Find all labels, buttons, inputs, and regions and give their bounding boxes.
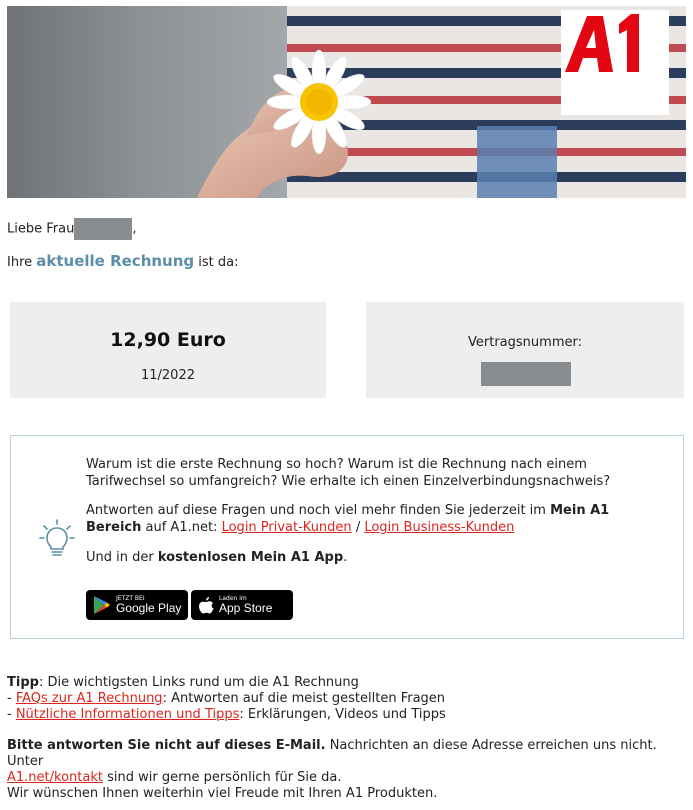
invoice-amount: 12,90 Euro [110, 329, 226, 351]
a1-logo[interactable] [561, 10, 669, 115]
tipp-item [7, 707, 446, 723]
useful-info-link[interactable]: Nützliche Informationen und Tipps [15, 707, 240, 722]
greeting-suffix: , [132, 221, 137, 237]
app-store-small: Laden im [219, 595, 247, 602]
login-business-link[interactable]: Login Business-Kunden [364, 520, 515, 535]
tipp-heading [7, 675, 446, 691]
intro-highlight: aktuelle Rechnung [36, 252, 195, 270]
redacted-name [74, 218, 132, 240]
app-line [86, 549, 666, 566]
answer-bold: Mein A1 Bereich [86, 503, 610, 535]
answer-before: Antworten auf diese Fragen und noch viel mehr finden Sie jederzeit im [86, 503, 546, 518]
google-play-icon [93, 595, 111, 615]
greeting [7, 218, 136, 240]
tipp-item [7, 691, 446, 707]
tipp-item-text: : Erklärungen, Videos und Tipps [239, 707, 446, 722]
app-store-label: App Store [219, 601, 273, 615]
app-before: Und in der [86, 550, 154, 565]
contract-card [366, 302, 684, 398]
google-play-label: Google Play [116, 601, 182, 615]
app-bold: kostenlosen Mein A1 App [157, 550, 344, 565]
faq-link[interactable]: FAQs zur A1 Rechnung [15, 691, 163, 706]
tipp-section [7, 675, 446, 723]
tipp-label: Tipp [7, 675, 39, 690]
intro-after: ist da: [198, 255, 239, 270]
notice-bold: Bitte antworten Sie nicht auf dieses E-Mail. [7, 738, 326, 753]
a1-logo-mark [561, 10, 643, 74]
intro-before: Ihre [7, 255, 33, 270]
invoice-amount-card [10, 302, 326, 398]
login-private-link[interactable]: Login Privat-Kunden [221, 520, 352, 535]
tipp-dash: - [7, 691, 16, 706]
hero-banner [7, 6, 686, 198]
answer-after: auf A1.net: [145, 520, 218, 535]
tipp-item-text: : Antworten auf die meist gestellten Fragen [162, 691, 446, 706]
redacted-contract-number [481, 362, 571, 386]
invoice-period: 11/2022 [140, 368, 195, 383]
notice-text: Nachrichten an diese Adresse erreichen uns nicht. Unter [7, 738, 657, 769]
contract-label: Vertragsnummer: [468, 335, 582, 350]
info-box [10, 435, 684, 639]
apple-icon [198, 596, 214, 615]
app-after: . [343, 550, 348, 565]
info-answer [86, 502, 666, 536]
notice-after: sind wir gerne persönlich für Sie da. [107, 770, 342, 785]
link-separator: / [355, 520, 361, 535]
intro-line [7, 252, 239, 270]
no-reply-notice [7, 738, 693, 786]
google-play-button[interactable] [86, 590, 188, 620]
tipp-text: : Die wichtigsten Links rund um die A1 Rechnung [38, 675, 359, 690]
tipp-dash: - [7, 707, 16, 722]
contact-link[interactable]: A1.net/kontakt [7, 770, 103, 785]
closing-line: Wir wünschen Ihnen weiterhin viel Freude mit Ihren A1 Produkten. [7, 786, 438, 801]
lightbulb-icon [39, 518, 75, 558]
greeting-prefix: Liebe Frau [7, 221, 75, 237]
app-store-button[interactable] [191, 590, 293, 620]
google-play-small: JETZT BEI [116, 595, 145, 602]
info-question: Warum ist die erste Rechnung so hoch? Warum ist die Rechnung nach einem Tarifwechsel so umfangreich? Wie erhalte ich einen Einzelverbindungsnachweis? [86, 457, 611, 489]
